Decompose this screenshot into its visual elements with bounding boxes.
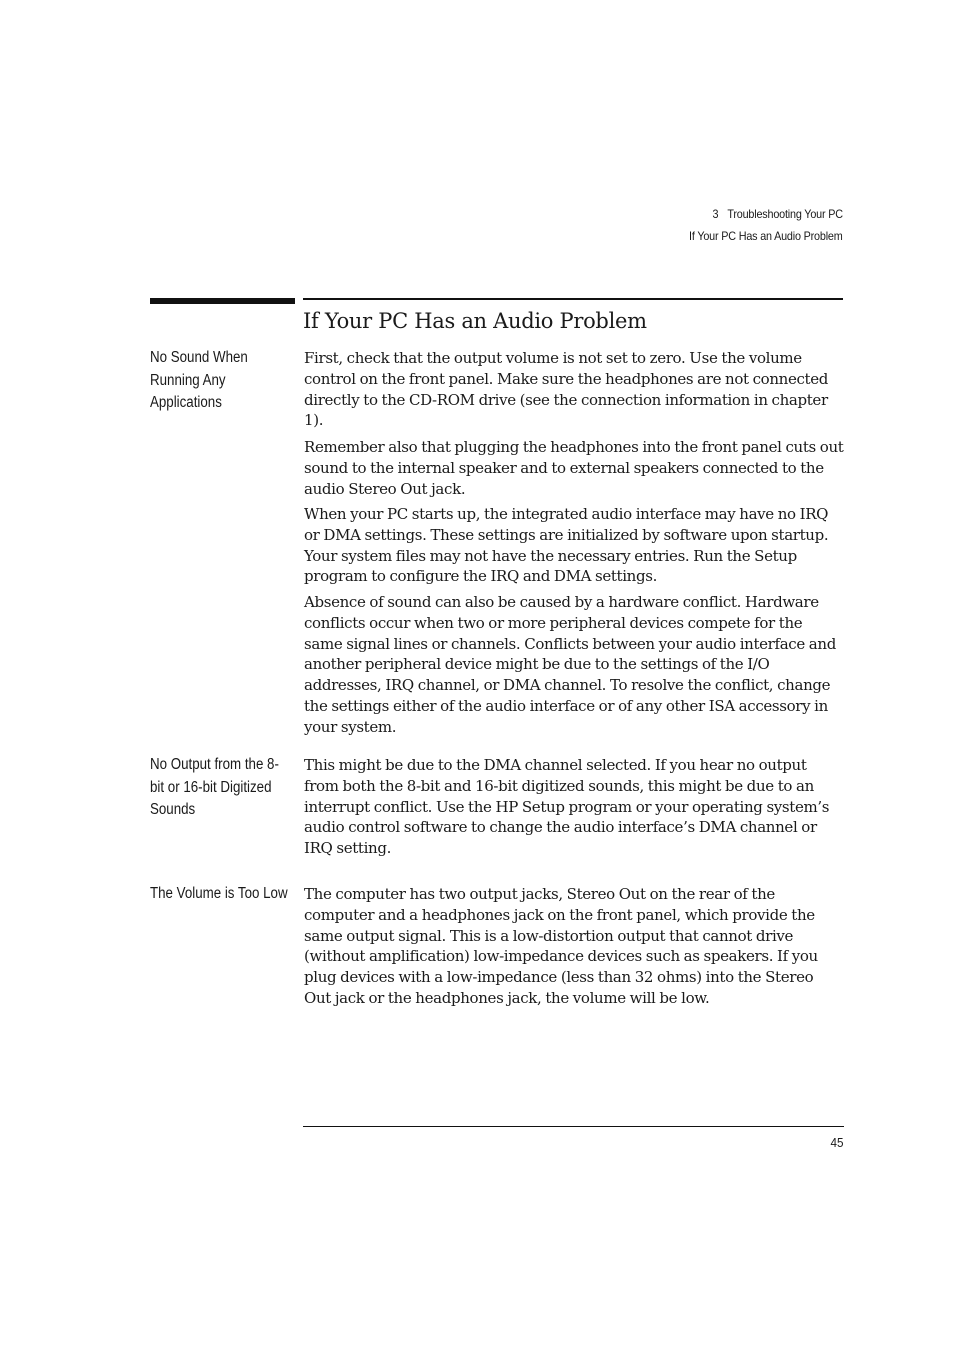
side-heading-volume-too-low: The Volume is Too Low [150,885,288,902]
paragraph: When your PC starts up, the integrated audio interface may have no IRQ or DMA settings. These settings are initialized by software upon startup. Your system files may not have the necessary entries. Run the Setup program to configure the IRQ and DMA settings. [304,505,829,586]
chapter-number: 3 [712,207,719,221]
page-title: If Your PC Has an Audio Problem [303,309,647,333]
paragraph: First, check that the output volume is not set to zero. Use the volume control on the front panel. Make sure the headphones are not connected directly to the CD-ROM drive (see the connection information in chapter 1). [304,349,829,430]
footer-rule [303,1126,844,1127]
section-rule-thick [150,298,295,304]
side-heading-no-output: No Output from the 8- bit or 16-bit Digitized Sounds [150,756,279,818]
paragraph: Absence of sound can also be caused by a hardware conflict. Hardware conflicts occur when two or more peripheral devices compete for the same signal lines or channels. Conflicts between your audio interface and another peripheral device might be due to the settings of the I/O addresses, IRQ channel, or DMA channel. To resolve the conflict, change the settings either of the audio interface or of any other ISA accessory in your system. [304,593,836,736]
running-head-section: If Your PC Has an Audio Problem [689,229,843,243]
chapter-title: Troubleshooting Your PC [727,207,843,221]
section-rule-thin [303,298,843,300]
paragraph: This might be due to the DMA channel selected. If you hear no output from both the 8-bit and 16-bit digitized sounds, this might be due to an interrupt conflict. Use the HP Setup program or your operating system’s audio control software to change the audio interface’s DMA channel or IRQ setting. [304,756,830,858]
page-number: 45 [829,1135,843,1150]
paragraph: Remember also that plugging the headphones into the front panel cuts out sound to the internal speaker and to external speakers connected to the audio Stereo Out jack. [304,438,844,498]
running-head-chapter [713,207,843,221]
side-heading-no-sound: No Sound When Running Any Applications [150,349,248,411]
paragraph: The computer has two output jacks, Stereo Out on the rear of the computer and a headphones jack on the front panel, which provide the same output signal. This is a low-distortion output that cannot drive (without amplification) low-impedance devices such as speakers. If you plug devices with a low-impedance (less than 32 ohms) into the Stereo Out jack or the headphones jack, the volume will be low. [304,885,818,1007]
